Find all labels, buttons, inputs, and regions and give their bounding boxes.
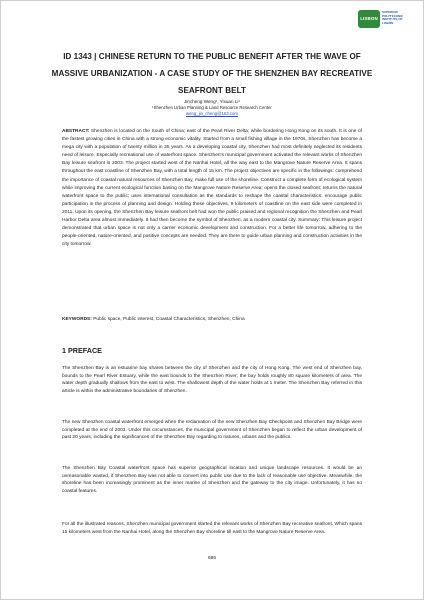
paragraph: For all the illustrated reasons, Shenzhen municipal government started the relevant works of Shenzhen Bay recreative seafront. Which spans 15 kilometers west from the Nanhai Hotel, along the Shenzhen Bay shoreline till east to the Mangrove Nature Reserve Area. [62,522,362,535]
keywords-label: KEYWORDS: [62,317,92,322]
abstract-text: Shenzhen is located on the South of China; east of the Pearl River Delta; while bordering Hong Kong on its south. It is one of the fastest growing cities in China with a strong economic vitality. Started from a small fishing village in the 1970s, Shenzhen has become a mega city with a population of twenty million in 35 years. As a developing coastal city, Shenzhen had most definitely neglected its residents need of leisure. Especially recreational use of waterfront space. Shenzhen's municipal government activated the relevant works of Shenzhen Bay leisure seafront in 2003. The project started west of the Nanhai Hotel, all the way east to the Mangrove Nature Reserve Area. It spans throughout the east coastline of Shenzhen Bay, with a total length of 15 km. The project objectives are specific in the followings: comprehend the importance of coastal natural resources of Shenzhen Bay, make full use of the shoreline. Construct a complete form of ecological system while improving the current ecological function basing on the Mangrove Nature Reserve Area; opens the closed seafront; returns the natural waterfront space to the public; uses international consultation as the standards to reshape the coastal characteristics; encourage public participation in the process of planning and design. Holding these objectives, 9 kilometers of coastline on the east side were completed in 2011. Upon its opening, the Shenzhen Bay leisure seafront belt had won the public praised and regional recognition the Shenzhen and Pearl Harbor Delta area almost immediately. It had then become the symbol of Shenzhen, as a modern coastal city. Summary: This leisure project demonstrated that urban space is not only a carrier economic development and construction. For a better life tomorrow, adhering to the people-oriented, nature-oriented, and positive concepts are needed. They are there to guide urban planning and construction activities in the city tomorrow. [62,129,362,248]
paper-title: ID 1343 | CHINESE RETURN TO THE PUBLIC BENEFIT AFTER THE WAVE OF MASSIVE URBANIZATION - A CASE STUDY OF THE SHENZHEN BAY RECREATIVE SEAFRONT BELT [51,52,373,95]
logo-text: SUPERIOR POLYTECHNIC INSTITUTE OF LISBON [382,10,404,25]
section-heading: 1 PREFACE [62,346,102,355]
paper-affiliation: ¹Shenzhen Urban Planning & Land Resource Research Center [152,105,272,110]
author-email-link[interactable]: weng_jin_cheng@163.com [186,111,238,116]
conference-logo [358,10,410,32]
keywords-text: Public space, Public interest, Coastal Characteristics, Shenzhen, China [93,317,245,322]
page-number: 686 [207,556,216,561]
paragraph: The Shenzhen Bay Coastal waterfront space has superior geographical location and unique landscape resources. It would be an unreasonable wasted, if Shenzhen Bay was not able to convert into public use due to the lack of reasonable use objective. Meanwhile, the shoreline has been increasingly prominent as the inner marine of Shenzhen and the gateway to the city image. Unfortunately, it has no coastal features. [62,466,362,494]
abstract [62,128,362,249]
abstract-label: ABSTRACT: [62,129,90,134]
paragraph: The Shenzhen Bay is an estuarine bay shares between the city of Shenzhen and the city of Hong Kong. The west end of Shenzhen bay, bounds to the Pearl River Estuary, while the east bounds to the Shenzhen River; the bay holds roughly 80 square kilometers of area. The water depth gradually shallows from the east to west. The shallowest depth of the water holds at 1 meter. The Shenzhen Bay referred in this article is within the administrative boundaries of Shenzhen. [62,366,362,394]
logo-badge: LISBON [358,10,380,28]
paper-authors: Jincheng Weng¹, Yixuan Li¹ [184,99,240,104]
keywords [62,316,362,324]
paragraph: The new Shenzhen coastal waterfront emerged when the reclamation of the new Shenzhen Bay Checkpoint and Shenzhen Bay Bridge were completed at the end of 2003. Under this circumstances, the municipal government of Shenzhen began to reflect the urban development of past 20 years, including the significances of the Shenzhen Bay regarding to natures, urbans and the publics. [62,420,362,441]
